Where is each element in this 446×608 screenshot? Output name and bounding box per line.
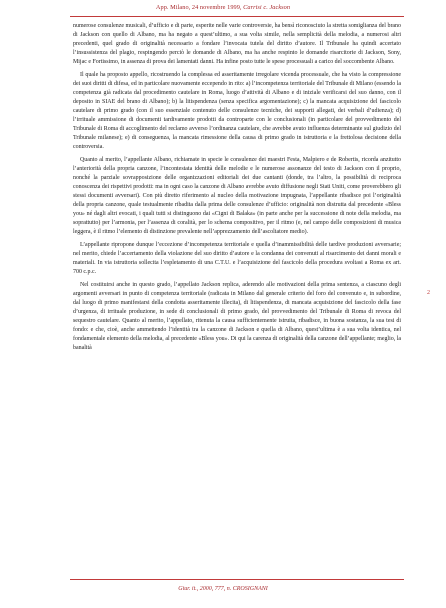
header-rule [70,16,404,17]
footer-rule [70,579,404,580]
footer-citation: Giur. it., 2000, 777, n. CROSIGNANI [178,586,268,592]
body-text [73,22,401,357]
paragraph: numerose consulenze musicali, d’ufficio e di parte, esperite nelle varie controversie, ha bensì riconosciuto la stretta somiglianza del brano di Jackson con quello di Albano, ma ha negato a quest’ultimo, a sua volta simile, nella semplicità della melodia, a numerosi altri precedenti, quel grado di originalità necessario a fondare l’invocata tutela del diritto d’autore. Il Tribunale ha quindi accertato l’insussistenza del plagio, respingendo perciò le domande di Albano, ma ha anche respinto le domande risarcitorie di Jackson, Sony, Mijac e Fortissimo, in assenza di prova dei lamentati danni. Ha infine posto tutte le spese processuali a carico del soccombente Albano. [73,23,401,65]
paragraph: Il quale ha proposto appello, ricostruendo la complessa ed asseritamente irregolare vicenda processuale, che ha visto la compressione dei suoi diritti di difesa, ed in particolare nuovamente eccependo in rito: a) l’incompetenza territoriale del Tribunale di Milano (essendo la competenza già radicata dal procedimento cautelare in Roma, luogo d’attività di Albano e di iniziale verificarsi del suo danno, con il deposito in SIAE del brano di Albano); b) la litispendenza (senza specifica argomentazione); c) la mancata acquisizione del fascicolo cautelare di primo grado (con il suo essenziale contenuto delle consulenze tecniche, dei supporti allegati, dei verbali d’udienza); d) l’irrituale ammissione di documenti tardivamente prodotti da controparte con le conclusionali (in particolare del provvedimento del Tribunale di Roma di accoglimento del reclamo avverso l’ordinanza cautelare, che avrebbe avuto influenza determinante sul giudizio del Tribunale milanese); e) di conseguenza, la mancata rimessione della causa di primo grado in istruttoria e la frettolosa decisione della controversia. [73,72,401,150]
header-parties: Carrisi c. Jackson [243,4,291,11]
paragraph: Nel costituirsi anche in questo grado, l’appellato Jackson replica, aderendo alle motivazioni della prima sentenza, a ciascuno degli argomenti avversari in punto di competenza territoriale (radicata in Milano dal generale criterio del foro del convenuto e, in subordine, dal luogo di primo manifestarsi della condotta asseritamente illecita), di litispendenza, di mancata acquisizione del fascicolo della fase d’urgenza, di irrituale produzione, in sede di conclusionali di primo grado, del provvedimento del Tribunale di Roma di revoca del sequestro cautelare. Quanto al merito, l’appellato, ritenuta la causa sufficientemente istruita, ribadisce, in buona sostanza, la sua tesi di fondo: e che, cioè, anche ammettendo l’identità tra la canzone di Jackson e quella di Albano, quest’ultima è a sua volta identica, nel fondamentale elemento della melodia, al precedente «Bless you». Di qui la carenza di originalità della canzone dell’appellante; meglio, la banalità [73,281,401,351]
paragraph: L’appellante ripropone dunque l’eccezione d’incompetenza territoriale e quella d’inammissibilità delle tardive produzioni avversarie; nel merito, chiede l’accertamento della violazione del suo diritto d’autore e la condanna dei convenuti al risarcimento dei danni morali e materiali. In via istruttoria sollecita l’espletamento di una C.T.U. e l’acquisizione del fascicolo della procedura svoltasi a Roma ex art. 700 c.p.c. [73,241,401,275]
header-court-date: App. Milano, 24 novembre 1999, [155,4,242,11]
margin-page-number: 2 [427,290,430,296]
running-header [0,4,446,11]
paragraph: Quanto al merito, l’appellante Albano, richiamate in specie le consulenze dei maestri Festa, Malpiero e de Robertis, ricorda anzitutto l’anteriorità della propria canzone, l’incontestata identità delle melodie e le numerose assonanze del testo di Jackson con il proprio, nonché la parziale sovrapposizione delle organizzazioni editoriali dei due cantanti (donde, tra l’altro, la possibilità di reciproca conoscenza dei rispettivi prodotti: ma in ogni caso la canzone di Albano avrebbe avuto diffusione negli Stati Uniti, come proverebbero gli stessi documenti avversari). Con più diretto riferimento al nucleo della motivazione impugnata, l’appellante ribadisce poi l’originalità della propria canzone, quale testualmente ribadita dalla prima delle consulenze d’ufficio: originalità non distrutta dal precedente «Bless you» né dagli altri evocati, i quali tutti si distinguono dai «Cigni di Balaka» (in parte anche per la successione di note della melodia, ma soprattutto) per l’armonia, per l’assenza di coralità, per lo schema compositivo, per il ritmo (e, nel campo delle composizioni di musica leggera, è il ritmo l’elemento di distinzione prevalente nell’apprezzamento dell’ascoltatore medio). [73,156,401,235]
